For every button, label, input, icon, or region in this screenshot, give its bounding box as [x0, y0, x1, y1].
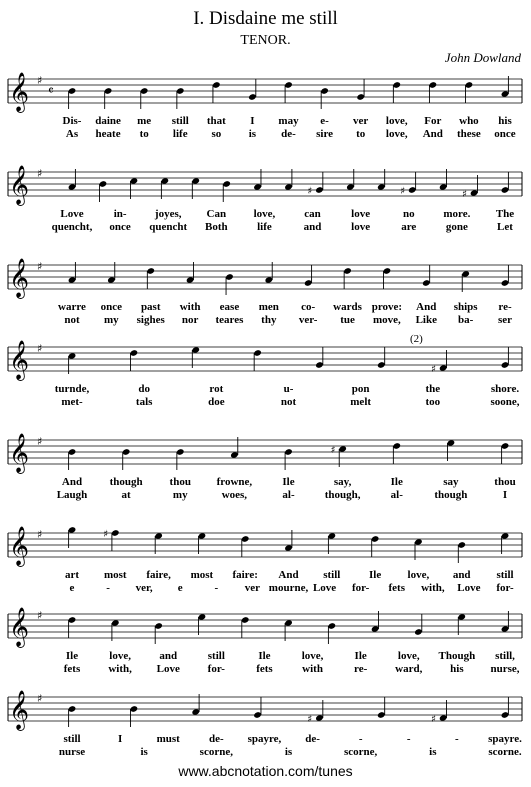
lyric-line-2 — [0, 128, 531, 142]
note — [248, 79, 257, 101]
lyric-syllable: Ile — [282, 476, 295, 488]
key-signature-sharp-icon: ♯ — [37, 692, 43, 705]
lyric-syllable: Laugh — [56, 489, 88, 501]
key-signature-sharp-icon: ♯ — [37, 167, 43, 180]
lyric-syllable: most — [190, 569, 214, 581]
lyric-line-2 — [0, 582, 531, 596]
staff-system-1 — [0, 67, 531, 147]
lyric-syllable: life — [172, 128, 188, 140]
lyric-syllable: Can — [206, 208, 227, 220]
key-signature-sharp-icon: ♯ — [37, 74, 43, 87]
lyric-syllable: say — [443, 476, 459, 488]
lyric-syllable: still — [207, 650, 225, 662]
lyric-syllable: with, — [421, 582, 445, 594]
lyric-syllable: And — [422, 128, 443, 140]
lyric-syllable: Ile — [368, 569, 382, 581]
note — [320, 87, 329, 109]
lyric-syllable: melt — [350, 396, 372, 408]
lyric-syllable: still — [63, 733, 81, 745]
note — [176, 448, 185, 470]
staff-svg — [0, 67, 531, 115]
lyric-syllable: me — [137, 115, 152, 127]
lyric-syllable: for- — [352, 582, 370, 594]
sharp-accidental-icon: ♯ — [400, 186, 406, 197]
treble-clef-icon: 𝄞 — [9, 165, 30, 205]
lyric-syllable: is — [140, 746, 148, 758]
lyric-syllable: once — [100, 301, 123, 313]
note — [307, 172, 323, 197]
lyric-syllable: for- — [207, 663, 225, 675]
lyric-syllable: - — [214, 582, 219, 594]
lyric-syllable: who — [459, 115, 479, 127]
lyric-syllable: still — [323, 569, 341, 581]
lyric-syllable: ver — [244, 582, 261, 594]
lyric-syllable: faire, — [146, 569, 171, 581]
staff-system-6 — [0, 521, 531, 601]
key-signature-sharp-icon: ♯ — [37, 342, 43, 355]
lyric-line-1 — [0, 569, 531, 583]
treble-clef-icon: 𝄞 — [9, 526, 30, 566]
lyric-syllable: co- — [301, 301, 316, 313]
lyric-syllable: Ile — [65, 650, 79, 662]
note — [383, 267, 392, 289]
lyric-syllable: I — [250, 115, 255, 127]
note — [371, 535, 380, 557]
lyric-syllable: Love — [60, 208, 84, 220]
note — [253, 349, 262, 371]
lyric-syllable: still, — [495, 650, 515, 662]
lyric-syllable: to — [139, 128, 149, 140]
lyric-line-1 — [0, 208, 531, 222]
lyric-syllable: nor — [181, 314, 199, 326]
note — [315, 347, 324, 369]
lyric-syllable: tals — [135, 396, 153, 408]
staff-svg — [0, 253, 531, 301]
lyric-syllable: - — [358, 733, 363, 745]
note — [68, 448, 77, 470]
note — [130, 705, 139, 727]
note — [327, 622, 336, 644]
lyric-line-1 — [0, 476, 531, 490]
lyric-syllable: Though — [438, 650, 476, 662]
lyric-syllable: al- — [390, 489, 403, 501]
lyric-syllable: though — [434, 489, 468, 501]
note — [104, 87, 113, 109]
staff-svg — [0, 160, 531, 208]
staff-system-4 — [0, 335, 531, 415]
lyric-syllable: sire — [316, 128, 334, 140]
lyric-syllable: so — [211, 128, 222, 140]
lyric-syllable: woes, — [221, 489, 248, 501]
lyric-syllable: Ile — [390, 476, 403, 488]
treble-clef-icon: 𝄞 — [9, 690, 30, 730]
lyric-syllable: scorne, — [344, 746, 378, 758]
lyric-syllable: love, — [301, 650, 324, 662]
lyric-syllable: Love — [312, 582, 337, 594]
lyric-syllable: still — [496, 569, 514, 581]
note — [400, 172, 416, 197]
lyric-syllable: ease — [219, 301, 240, 313]
note — [501, 347, 510, 369]
note — [130, 349, 139, 371]
sharp-accidental-icon: ♯ — [431, 714, 436, 725]
key-signature-sharp-icon: ♯ — [37, 435, 43, 448]
lyric-syllable: and — [452, 569, 471, 581]
lyric-line-1 — [0, 115, 531, 129]
lyric-syllable: ships — [453, 301, 478, 313]
lyric-syllable: soone, — [490, 396, 520, 408]
lyric-syllable: thou — [494, 476, 516, 488]
lyric-syllable: can — [304, 208, 321, 220]
lyric-line-2 — [0, 746, 531, 760]
staff-system-3 — [0, 253, 531, 333]
note — [68, 87, 77, 109]
note — [343, 267, 352, 289]
lyric-syllable: art — [64, 569, 80, 581]
song-title: I. Disdaine me still — [193, 8, 338, 29]
lyric-syllable: doe — [208, 396, 225, 408]
note — [146, 267, 155, 289]
lyric-syllable: too — [425, 396, 441, 408]
lyric-syllable: still — [171, 115, 189, 127]
lyric-syllable: Ile — [258, 650, 271, 662]
note — [253, 697, 262, 719]
lyric-syllable: joyes, — [154, 208, 182, 220]
note — [356, 79, 365, 101]
staff-svg — [0, 602, 531, 650]
lyric-syllable: in- — [113, 208, 127, 220]
composer-name: John Dowland — [444, 50, 521, 65]
lyric-syllable: more. — [443, 208, 471, 220]
lyric-syllable: say, — [333, 476, 352, 488]
lyric-syllable: Love — [457, 582, 481, 594]
lyric-syllable: Let — [497, 221, 513, 233]
lyric-syllable: turnde, — [54, 383, 90, 395]
lyric-syllable: And — [278, 569, 299, 581]
lyric-syllable: heate — [95, 128, 121, 140]
lyric-line-2 — [0, 663, 531, 677]
lyric-syllable: u- — [283, 383, 294, 395]
lyric-syllable: his — [450, 663, 464, 675]
key-signature-sharp-icon: ♯ — [37, 528, 43, 541]
lyric-syllable: is — [284, 746, 293, 758]
lyric-syllable: And — [416, 301, 437, 313]
lyric-syllable: de- — [208, 733, 224, 745]
lyric-syllable: met- — [61, 396, 83, 408]
lyric-syllable: spayre. — [488, 733, 522, 745]
lyric-syllable: al- — [282, 489, 295, 501]
lyric-syllable: love — [351, 221, 371, 233]
lyric-syllable: scorne, — [199, 746, 233, 758]
treble-clef-icon: 𝄞 — [9, 258, 30, 298]
note — [284, 81, 293, 103]
sharp-accidental-icon: ♯ — [307, 186, 313, 197]
lyric-syllable: my — [104, 314, 119, 326]
lyric-syllable: and — [303, 221, 322, 233]
lyric-syllable: fets — [256, 663, 273, 675]
staff-system-7 — [0, 602, 531, 682]
lyric-syllable: frowne, — [216, 476, 253, 488]
staff-system-2 — [0, 160, 531, 240]
lyric-syllable: fets — [388, 582, 405, 594]
note — [103, 529, 119, 551]
lyric-syllable: e — [69, 582, 75, 594]
lyric-syllable: And — [61, 476, 83, 488]
note — [154, 622, 163, 644]
lyric-syllable: gone — [445, 221, 468, 233]
note — [429, 81, 438, 103]
note — [122, 448, 131, 470]
lyric-syllable: once — [109, 221, 131, 233]
lyric-syllable: de- — [281, 128, 296, 140]
sharp-accidental-icon: ♯ — [431, 364, 436, 375]
lyric-syllable: quencht, — [51, 221, 93, 233]
lyric-syllable: though, — [324, 489, 361, 501]
staff-system-8 — [0, 685, 531, 765]
lyric-syllable: with, — [108, 663, 132, 675]
lyric-syllable: at — [121, 489, 131, 501]
lyric-syllable: no — [402, 208, 415, 220]
lyric-syllable: wards — [333, 301, 362, 313]
lyric-syllable: mourne, — [268, 582, 309, 594]
lyric-syllable: life — [257, 221, 272, 233]
lyric-syllable: For — [424, 115, 442, 127]
lyric-syllable: spayre, — [247, 733, 282, 745]
lyric-line-2 — [0, 396, 531, 410]
lyric-syllable: prove: — [371, 301, 403, 313]
lyric-syllable: his — [498, 115, 512, 127]
lyric-syllable: shore. — [490, 383, 520, 395]
lyric-syllable: do — [138, 383, 150, 395]
note — [241, 616, 250, 638]
lyric-syllable: not — [64, 314, 80, 326]
lyric-syllable: tue — [340, 314, 355, 326]
note — [140, 87, 149, 109]
note — [501, 442, 510, 464]
staff-svg — [0, 428, 531, 476]
lyric-syllable: most — [103, 569, 127, 581]
note — [414, 614, 423, 636]
note — [222, 180, 231, 202]
source-url-footer[interactable]: www.abcnotation.com/tunes — [178, 763, 353, 779]
lyric-syllable: I — [117, 733, 123, 745]
lyric-syllable: - — [406, 733, 411, 745]
lyric-syllable: Dis- — [62, 115, 82, 127]
note — [99, 180, 108, 202]
lyric-syllable: e — [177, 582, 183, 594]
lyric-syllable: the — [425, 383, 441, 395]
lyric-syllable: ver- — [298, 314, 318, 326]
note — [68, 616, 77, 638]
note — [377, 347, 386, 369]
sharp-accidental-icon: ♯ — [307, 714, 313, 725]
lyric-syllable: thou — [169, 476, 191, 488]
staff-svg — [0, 335, 531, 383]
lyric-syllable: love — [351, 208, 371, 220]
lyric-syllable: to — [356, 128, 366, 140]
lyric-syllable: are — [401, 221, 417, 233]
lyric-syllable: As — [65, 128, 79, 140]
lyric-syllable: ver — [353, 115, 369, 127]
lyric-syllable: ward, — [395, 663, 423, 675]
note — [501, 265, 510, 287]
lyric-syllable: and — [159, 650, 178, 662]
lyric-syllable: these — [456, 128, 481, 140]
lyric-syllable: ser — [497, 314, 513, 326]
lyric-syllable: Love — [156, 663, 180, 675]
sharp-accidental-icon: ♯ — [462, 189, 467, 200]
lyric-syllable: ver, — [135, 582, 153, 594]
lyric-syllable: Like — [415, 314, 437, 326]
treble-clef-icon: 𝄞 — [9, 72, 30, 112]
lyric-syllable: de- — [305, 733, 320, 745]
lyric-syllable: nurse — [58, 746, 86, 758]
key-signature-sharp-icon: ♯ — [37, 609, 43, 622]
lyric-syllable: love, — [385, 115, 408, 127]
common-time-icon: 𝄴 — [48, 84, 54, 99]
lyric-syllable: daine — [95, 115, 121, 127]
lyric-syllable: for- — [496, 582, 514, 594]
lyric-syllable: though — [109, 476, 143, 488]
lyric-syllable: rot — [209, 383, 224, 395]
lyric-syllable: past — [140, 301, 161, 313]
lyric-syllable: love, — [109, 650, 131, 662]
lyric-syllable: - — [455, 733, 459, 745]
lyric-syllable: may — [278, 115, 299, 127]
lyric-syllable: is — [429, 746, 437, 758]
lyric-syllable: once — [494, 128, 516, 140]
lyric-syllable: not — [280, 396, 297, 408]
lyric-syllable: is — [248, 128, 257, 140]
staff-svg — [0, 521, 531, 569]
lyric-syllable: must — [156, 733, 180, 745]
lyric-syllable: warre — [58, 301, 86, 313]
treble-clef-icon: 𝄞 — [9, 340, 30, 380]
note — [212, 81, 221, 103]
lyric-syllable: teares — [215, 314, 244, 326]
lyric-syllable: pon — [351, 383, 370, 395]
lyric-syllable: sighes — [136, 314, 165, 326]
note — [377, 697, 386, 719]
lyric-syllable: Ile — [354, 650, 367, 662]
lyric-syllable: my — [172, 489, 188, 501]
note — [392, 442, 401, 464]
lyric-syllable: Both — [205, 221, 228, 233]
note — [304, 265, 313, 287]
lyric-syllable: re- — [498, 301, 512, 313]
lyric-syllable: with — [179, 301, 201, 313]
second-ending-mark: (2) — [410, 333, 423, 345]
note — [422, 265, 431, 287]
voice-part-subtitle: TENOR. — [240, 33, 291, 48]
lyric-line-2 — [0, 221, 531, 235]
note — [176, 87, 185, 109]
lyric-syllable: re- — [354, 663, 368, 675]
lyric-line-2 — [0, 314, 531, 328]
note — [225, 273, 234, 295]
lyric-line-1 — [0, 650, 531, 664]
lyric-syllable: move, — [373, 314, 401, 326]
lyric-syllable: e- — [320, 115, 329, 127]
note — [465, 81, 474, 103]
note — [68, 705, 77, 727]
lyric-syllable: ba- — [457, 314, 474, 326]
note — [392, 81, 401, 103]
lyric-syllable: I — [502, 489, 508, 501]
lyric-line-2 — [0, 489, 531, 503]
note — [284, 448, 293, 470]
note — [457, 541, 466, 563]
lyric-syllable: The — [495, 208, 515, 220]
note — [501, 172, 510, 194]
staff-system-5 — [0, 428, 531, 508]
treble-clef-icon: 𝄞 — [9, 607, 30, 647]
lyric-line-1 — [0, 383, 531, 397]
lyric-syllable: that — [206, 115, 226, 127]
note — [501, 697, 510, 719]
lyric-syllable: quencht — [149, 221, 188, 233]
sharp-accidental-icon: ♯ — [103, 529, 109, 540]
lyric-syllable: love, — [407, 569, 430, 581]
lyric-line-1 — [0, 733, 531, 747]
staff-svg — [0, 685, 531, 733]
lyric-line-1 — [0, 301, 531, 315]
sharp-accidental-icon: ♯ — [330, 445, 336, 456]
lyric-syllable: love, — [253, 208, 276, 220]
lyric-syllable: nurse, — [490, 663, 520, 675]
lyric-syllable: fets — [63, 663, 81, 675]
key-signature-sharp-icon: ♯ — [37, 260, 43, 273]
lyric-syllable: - — [106, 582, 110, 594]
lyric-syllable: faire: — [232, 569, 258, 581]
lyric-syllable: men — [258, 301, 279, 313]
lyric-syllable: thy — [261, 314, 277, 326]
lyric-syllable: scorne. — [488, 746, 522, 758]
lyric-syllable: love, — [397, 650, 420, 662]
treble-clef-icon: 𝄞 — [9, 433, 30, 473]
lyric-syllable: love, — [385, 128, 408, 140]
lyric-syllable: with — [302, 663, 323, 675]
note — [241, 535, 250, 557]
